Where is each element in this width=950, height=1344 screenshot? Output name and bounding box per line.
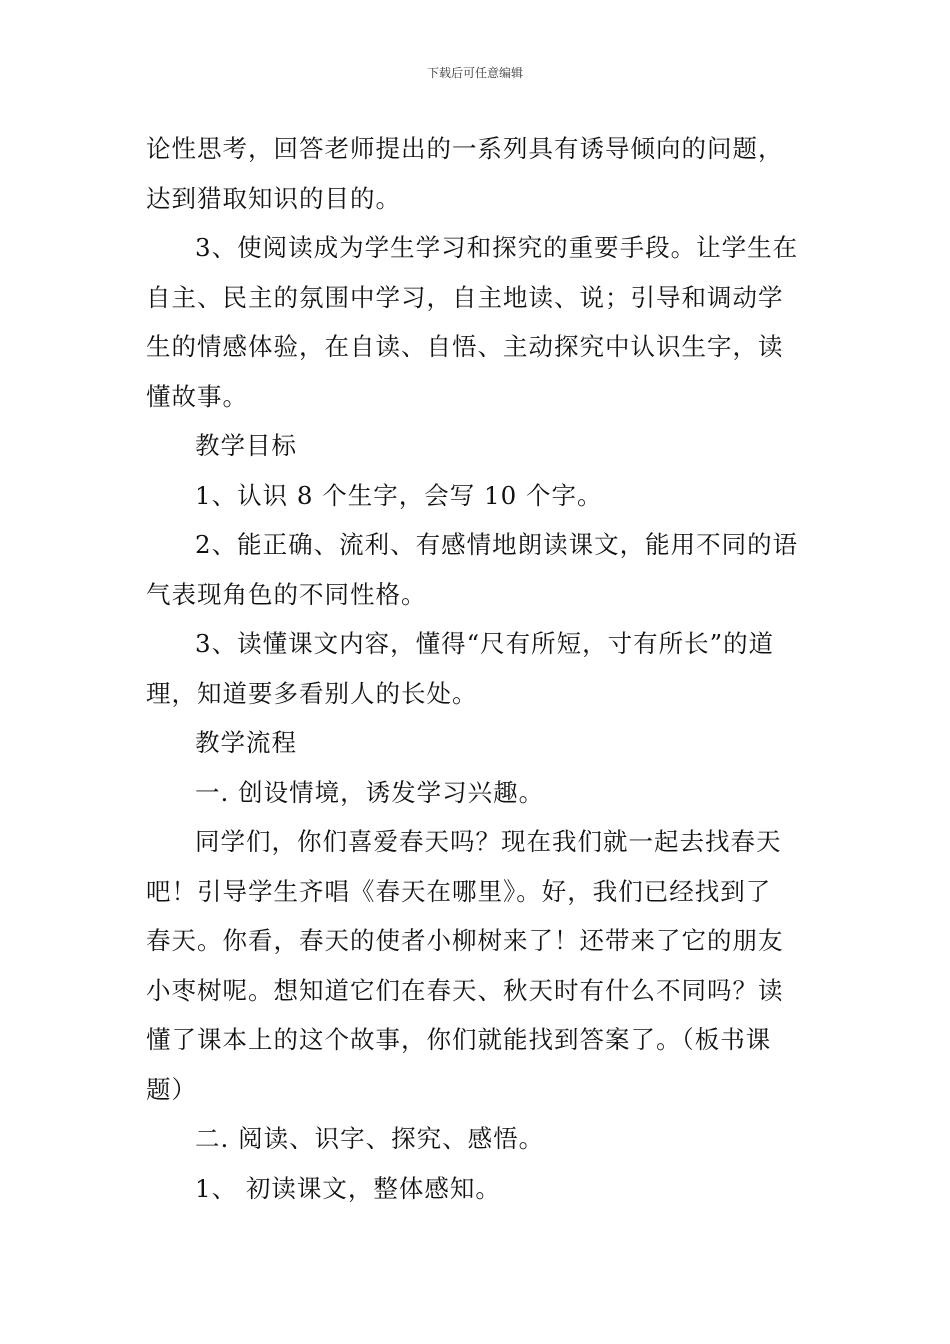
text-line: 3、使阅读成为学生学习和探究的重要手段。让学生在 (195, 233, 799, 262)
text-line: 懂了课本上的这个故事，你们就能找到答案了。（板书课 (146, 1025, 772, 1054)
text-line: 1、 初读课文，整体感知。 (195, 1173, 501, 1203)
page-header: 下载后可任意编辑 (426, 66, 523, 80)
text-line: 1、认识 8 个生字，会写 10 个字。 (195, 480, 603, 510)
text-line: 生的情感体验，在自读、自悟、主动探究中认识生字，读 (146, 332, 784, 361)
text-line: 教学目标 (195, 431, 297, 460)
text-line: 吧！引导学生齐唱《春天在哪里》。好，我们已经找到了 (146, 876, 772, 906)
document-body (146, 124, 806, 1213)
text-line: 懂故事。 (146, 381, 248, 411)
text-line: 二. 阅读、识字、探究、感悟。 (195, 1124, 545, 1153)
text-line: 2、能正确、流利、有感情地朗读课文，能用不同的语 (195, 530, 799, 559)
text-line: 春天。你看，春天的使者小柳树来了！还带来了它的朋友 (146, 926, 784, 955)
text-line: 理，知道要多看别人的长处。 (146, 678, 478, 708)
text-line: 气表现角色的不同性格。 (146, 579, 427, 609)
text-line: 论性思考，回答老师提出的一系列具有诱导倾向的问题， (146, 134, 784, 163)
text-line: 题） (146, 1074, 197, 1104)
text-line: 自主、民主的氛围中学习，自主地读、说；引导和调动学 (146, 282, 784, 312)
text-line: 达到猎取知识的目的。 (146, 183, 401, 213)
text-line: 同学们，你们喜爱春天吗？现在我们就一起去找春天 (195, 827, 782, 856)
text-line: 一. 创设情境，诱发学习兴趣。 (195, 777, 545, 807)
text-line: 3、读懂课文内容，懂得“尺有所短，寸有所长”的道 (195, 629, 775, 658)
text-line: 小枣树呢。想知道它们在春天、秋天时有什么不同吗？读 (146, 975, 784, 1005)
text-line: 教学流程 (195, 728, 297, 757)
